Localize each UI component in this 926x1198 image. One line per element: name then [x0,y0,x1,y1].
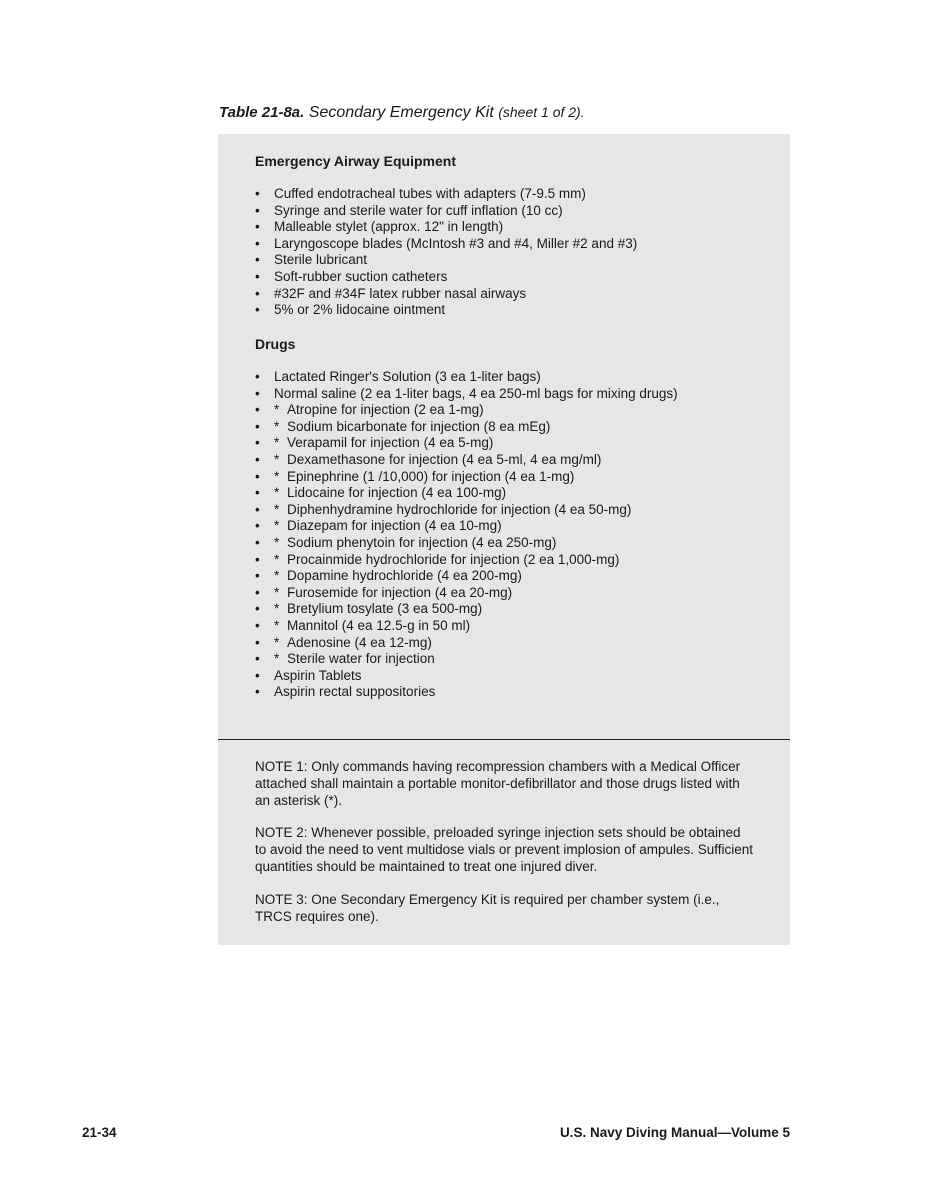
list-item-text: Dopamine hydrochloride (4 ea 200-mg) [287,568,522,584]
asterisk-marker: * [274,435,280,451]
list-item-text: Mannitol (4 ea 12.5-g in 50 ml) [287,617,471,633]
list-item-text: Epinephrine (1 /10,000) for injection (4 ea 1-mg) [287,468,575,484]
bullet-icon: • [255,518,260,534]
table-sheet-indicator: (sheet 1 of 2). [498,104,585,120]
asterisk-marker: * [274,568,280,584]
table-panel [218,134,790,945]
list-item [255,386,678,403]
list-item-text: Dexamethasone for injection (4 ea 5-ml, 4 ea mg/ml) [287,451,602,467]
table-title: Secondary Emergency Kit [308,104,494,121]
list-item [255,252,637,269]
bullet-icon: • [255,252,260,268]
list-item-text: Aspirin Tablets [274,667,362,683]
bullet-icon: • [255,235,260,251]
airway-heading: Emergency Airway Equipment [255,153,456,169]
asterisk-marker: * [274,402,280,418]
bullet-icon: • [255,584,260,600]
table-caption [219,104,585,122]
list-item [255,402,678,419]
list-item-text: Verapamil for injection (4 ea 5-mg) [287,435,494,451]
list-item [255,369,678,386]
list-item-text: Syringe and sterile water for cuff inflation (10 cc) [274,202,563,218]
list-item [255,485,678,502]
list-item-text: Normal saline (2 ea 1-liter bags, 4 ea 250-ml bags for mixing drugs) [274,385,678,401]
list-item-text: Sodium phenytoin for injection (4 ea 250-mg) [287,534,557,550]
list-item-text: Sterile lubricant [274,252,368,268]
drugs-list [255,369,678,701]
list-item-text: Soft-rubber suction catheters [274,268,448,284]
list-item-text: Laryngoscope blades (McIntosh #3 and #4, Miller #2 and #3) [274,235,638,251]
list-item [255,469,678,486]
page-number: 21-34 [82,1125,117,1140]
list-item-text: Aspirin rectal suppositories [274,684,436,700]
bullet-icon: • [255,534,260,550]
note-1: NOTE 1: Only commands having recompression chambers with a Medical Officer attached shall maintain a portable monitor-defibrillator and those drugs listed with an asterisk (*). [255,759,741,808]
asterisk-marker: * [274,451,280,467]
bullet-icon: • [255,667,260,683]
list-item [255,651,678,668]
bullet-icon: • [255,268,260,284]
list-item [255,435,678,452]
list-item-text: Diazepam for injection (4 ea 10-mg) [287,518,502,534]
table-number: Table 21-8a. [219,104,305,121]
asterisk-marker: * [274,485,280,501]
asterisk-marker: * [274,617,280,633]
list-item-text: Lidocaine for injection (4 ea 100-mg) [287,485,507,501]
bullet-icon: • [255,418,260,434]
list-item [255,618,678,635]
list-item [255,452,678,469]
bullet-icon: • [255,551,260,567]
bullet-icon: • [255,601,260,617]
asterisk-marker: * [274,418,280,434]
bullet-icon: • [255,285,260,301]
asterisk-marker: * [274,584,280,600]
list-item [255,635,678,652]
asterisk-marker: * [274,651,280,667]
bullet-icon: • [255,617,260,633]
bullet-icon: • [255,186,260,201]
drugs-heading: Drugs [255,336,296,352]
list-item [255,585,678,602]
list-item-text: Sterile water for injection [287,651,435,667]
list-item-text: Furosemide for injection (4 ea 20-mg) [287,584,513,600]
list-item-text: Sodium bicarbonate for injection (8 ea mEg) [287,418,551,434]
bullet-icon: • [255,684,260,700]
list-item [255,419,678,436]
bullet-icon: • [255,385,260,401]
bullet-icon: • [255,451,260,467]
list-item [255,302,637,319]
list-item-text: Atropine for injection (2 ea 1-mg) [287,402,484,418]
list-item [255,684,678,701]
list-item-text: Diphenhydramine hydrochloride for injection (4 ea 50-mg) [287,501,632,517]
list-item-text: Adenosine (4 ea 12-mg) [287,634,432,650]
asterisk-marker: * [274,634,280,650]
bullet-icon: • [255,219,260,235]
list-item [255,568,678,585]
asterisk-marker: * [274,468,280,484]
bullet-icon: • [255,202,260,218]
asterisk-marker: * [274,501,280,517]
bullet-icon: • [255,435,260,451]
asterisk-marker: * [274,534,280,550]
list-item [255,236,637,253]
list-item [255,668,678,685]
bullet-icon: • [255,485,260,501]
airway-equipment-list [255,186,637,319]
list-item-text: Procainmide hydrochloride for injection (2 ea 1,000-mg) [287,551,620,567]
list-item-text: Cuffed endotracheal tubes with adapters (7-9.5 mm) [274,186,586,201]
list-item [255,601,678,618]
list-item-text: #32F and #34F latex rubber nasal airways [274,285,527,301]
asterisk-marker: * [274,518,280,534]
list-item-text: 5% or 2% lidocaine ointment [274,302,446,318]
list-item-text: Bretylium tosylate (3 ea 500-mg) [287,601,483,617]
list-item-text: Malleable stylet (approx. 12" in length) [274,219,504,235]
manual-title: U.S. Navy Diving Manual—Volume 5 [559,1125,790,1140]
list-item [255,552,678,569]
list-item [255,269,637,286]
bullet-icon: • [255,501,260,517]
list-item [255,286,637,303]
bullet-icon: • [255,302,260,318]
note-3: NOTE 3: One Secondary Emergency Kit is required per chamber system (i.e., TRCS requires one). [255,892,720,924]
list-item [255,518,678,535]
bullet-icon: • [255,651,260,667]
asterisk-marker: * [274,601,280,617]
notes-divider [218,739,790,740]
bullet-icon: • [255,369,260,384]
bullet-icon: • [255,568,260,584]
list-item [255,186,637,203]
list-item [255,203,637,220]
note-2: NOTE 2: Whenever possible, preloaded syringe injection sets should be obtained to avoid the need to vent multidose vials or prevent implosion of ampules. Sufficient quantities should be maintained to treat one injured diver. [255,825,754,874]
list-item [255,219,637,236]
list-item [255,502,678,519]
bullet-icon: • [255,402,260,418]
asterisk-marker: * [274,551,280,567]
list-item-text: Lactated Ringer's Solution (3 ea 1-liter bags) [274,369,541,384]
bullet-icon: • [255,634,260,650]
list-item [255,535,678,552]
bullet-icon: • [255,468,260,484]
